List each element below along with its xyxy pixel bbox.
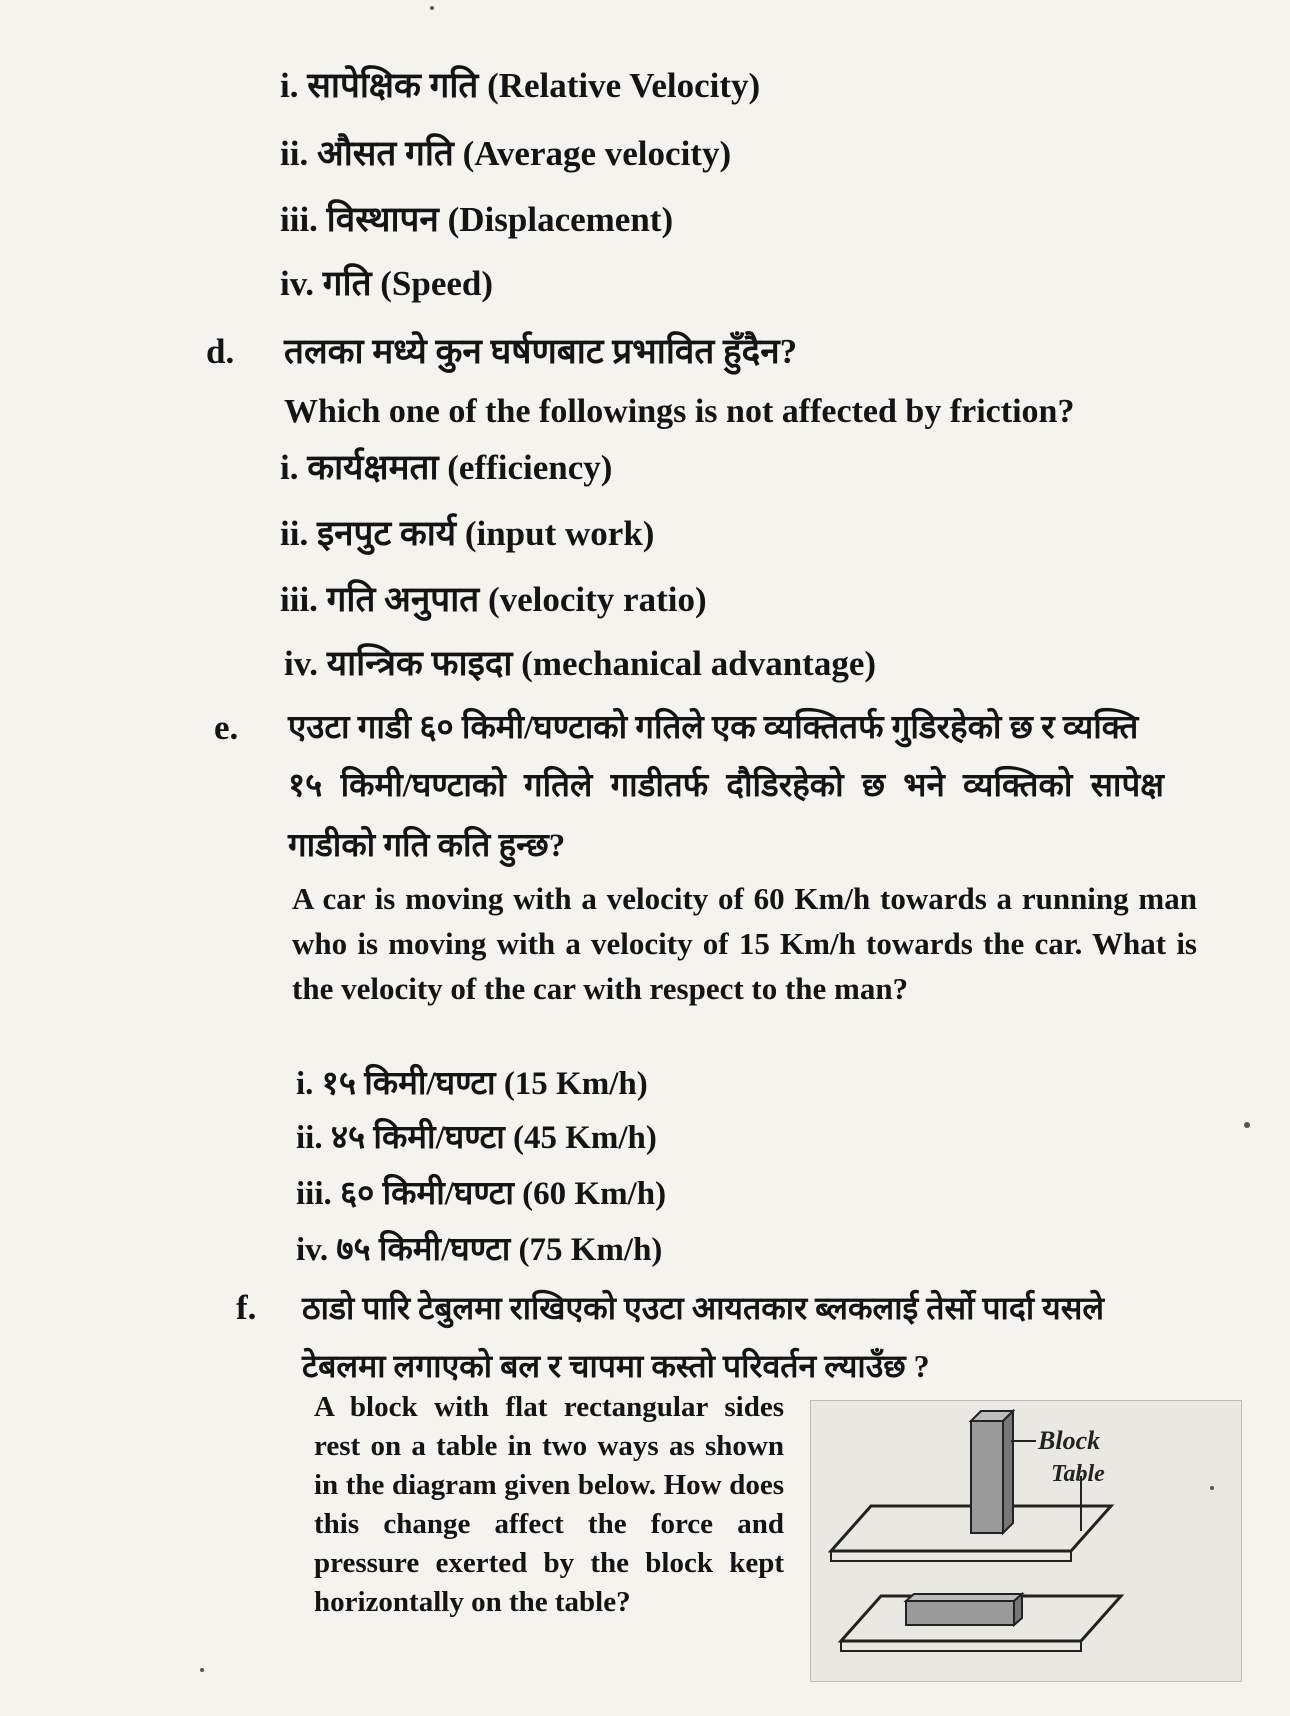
q-c-option-iii: iii. विस्थापन (Displacement) [280, 200, 674, 239]
q-d-english: Which one of the followings is not affected by friction? [284, 393, 1075, 430]
q-d-option-i: i. कार्यक्षमता (efficiency) [280, 448, 613, 487]
q-e-english: A car is moving with a velocity of 60 Km/h towards a running man who is moving with a velocity of 15 Km/h towards the car. What is the velocity of the car with respect to the man? [292, 881, 1197, 1006]
vertical-block-side [1003, 1411, 1013, 1533]
q-f-english: A block with flat rectangular sides rest on a table in two ways as shown in the diagram given below. How does this change affect the force and pressure exerted by the block kept horizontally on the table? [314, 1391, 784, 1618]
q-e-option-ii: ii. ४५ किमी/घण्टा (45 Km/h) [296, 1120, 657, 1156]
horizontal-block-top [906, 1594, 1022, 1601]
q-e-option-iv: iv. ७५ किमी/घण्टा (75 Km/h) [296, 1232, 663, 1268]
q-c-option-ii: ii. औसत गति (Average velocity) [280, 134, 732, 173]
table-label: Table [1051, 1461, 1105, 1487]
q-e-label: e. [214, 708, 239, 747]
q-d-option-iii: iii. गति अनुपात (velocity ratio) [280, 580, 707, 619]
page-speck [430, 6, 434, 10]
q-e-nepali-line2: १५ किमी/घण्टाको गतिले गाडीतर्फ दौडिरहेको छ भने व्यक्तिको सापेक्ष [288, 768, 1164, 804]
block-table-diagram [811, 1401, 1241, 1681]
q-f-nepali-line1: ठाडो पारि टेबुलमा राखिएको एउटा आयतकार ब्लकलाई तेर्सो पार्दा यसले [302, 1290, 1105, 1326]
q-d-label: d. [206, 332, 235, 371]
q-c-option-iv: iv. गति (Speed) [280, 264, 494, 303]
q-e-option-iii: iii. ६० किमी/घण्टा (60 Km/h) [296, 1176, 667, 1212]
q-e-nepali-line3: गाडीको गति कति हुन्छ? [288, 828, 566, 864]
q-e-nepali-line1: एउटा गाडी ६० किमी/घण्टाको गतिले एक व्यक्तितर्फ गुडिरहेको छ र व्यक्ति [288, 710, 1139, 746]
block-label: Block [1038, 1426, 1101, 1455]
page-speck [1210, 1486, 1214, 1490]
q-f-label: f. [236, 1288, 257, 1327]
block-table-figure [810, 1400, 1242, 1682]
horizontal-block-side [1014, 1594, 1022, 1625]
page-speck [200, 1668, 204, 1672]
q-d-option-ii: ii. इनपुट कार्य (input work) [280, 514, 655, 553]
q-d-option-iv: iv. यान्त्रिक फाइदा (mechanical advantage) [284, 644, 877, 683]
vertical-block [971, 1421, 1003, 1533]
q-f-nepali-line2: टेबलमा लगाएको बल र चापमा कस्तो परिवर्तन ल्याउँछ ? [302, 1348, 930, 1384]
page-speck [1244, 1122, 1250, 1128]
q-c-option-i: i. सापेक्षिक गति (Relative Velocity) [280, 66, 761, 105]
q-d-nepali: तलका मध्ये कुन घर्षणबाट प्रभावित हुँदैन? [284, 332, 798, 371]
q-e-option-i: i. १५ किमी/घण्टा (15 Km/h) [296, 1066, 648, 1102]
horizontal-block [906, 1601, 1014, 1625]
